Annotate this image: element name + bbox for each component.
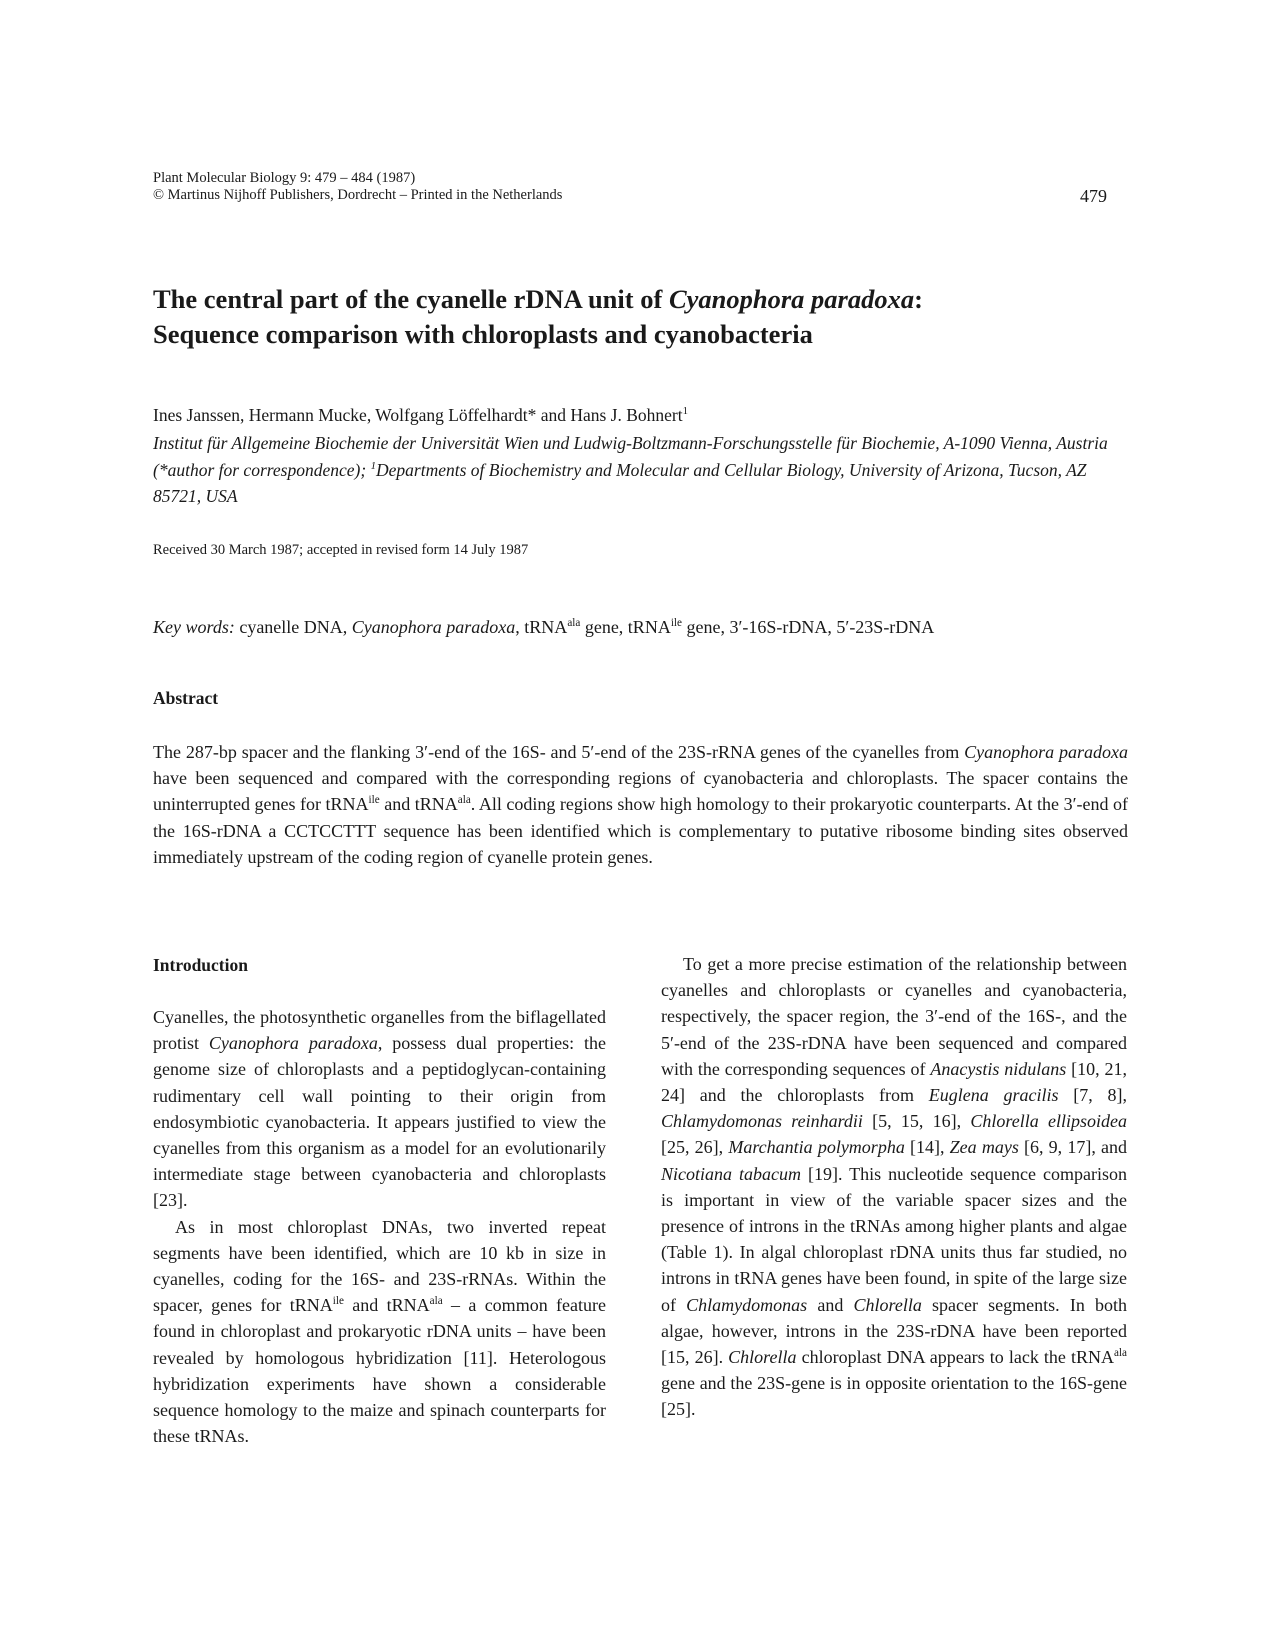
p3-species-10: Chlorella [728,1347,797,1368]
p3-species-3: Chlamydomonas reinhardii [661,1111,863,1132]
p2-sup-ala: ala [429,1295,443,1308]
p3-species-1: Anacystis nidulans [930,1058,1067,1079]
p1-text-b: , possess dual properties: the genome size of chloroplasts and a peptidoglycan-containing rudimentary cell wall pointing to their origin from endosymbiotic cyanobacteria. It appears justified to view the cyanelles from this organism as a model for an evolutionarily intermediate stage between cyanobacteria and chloroplasts [23]. [153,1033,606,1211]
abstract-text-3: and tRNA [379,794,458,815]
journal-line-1: Plant Molecular Biology 9: 479 – 484 (1987) [153,170,416,186]
p3-text-j: spacer segments. In both algae, however, introns in the 23S-rDNA have been reported [15, 26]. [661,1294,1127,1368]
keywords-text-2: , tRNA [515,617,568,637]
affiliation-b: Departments of Biochemistry and Molecular and Cellular Biology, University of Arizona, Tucson, AZ 85721, USA [153,459,1087,506]
p3-text-g: [6, 9, 17], and [1018,1137,1127,1158]
received-dates: Received 30 March 1987; accepted in revised form 14 July 1987 [153,542,529,558]
keywords-text-3: gene, tRNA [580,617,671,637]
p3-species-5: Marchantia polymorpha [728,1137,905,1158]
author-footnote-mark: 1 [682,405,689,418]
intro-paragraph-1 [153,1004,606,1214]
keywords-label: Key words: [153,617,235,637]
p3-species-9: Chlorella [853,1294,922,1315]
right-column [661,951,1127,1423]
abstract-sup-ile: ile [368,794,380,807]
article-title [153,282,1153,352]
p2-text-c: – a common feature found in chloroplast and prokaryotic rDNA units – have been revealed by homologous hybridization [11]. Heterologous hybridization experiments have shown a considerable sequence homology to the maize and spinach counterparts for these tRNAs. [153,1295,606,1447]
p3-species-8: Chlamydomonas [686,1294,808,1315]
p3-text-k: chloroplast DNA appears to lack the tRNA [796,1347,1114,1368]
p3-text-d: [5, 15, 16], [862,1111,971,1132]
affiliation-a: Institut für Allgemeine Biochemie der Universität Wien und Ludwig-Boltzmann-Forschungsstelle für Biochemie, A-1090 Vienna, Austria (*author for correspondence); [153,433,1108,480]
affiliation-footnote-mark: 1 [370,459,376,472]
title-line1-prefix: The central part of the cyanelle rDNA unit of [153,284,669,314]
p3-text-b: [10, 21, 24] and the chloroplasts from [661,1058,1127,1106]
abstract-sup-ala: ala [457,794,471,807]
page-number: 479 [1080,186,1107,206]
keywords-species: Cyanophora paradoxa [351,617,516,637]
title-line2: Sequence comparison with chloroplasts and cyanobacteria [153,319,813,349]
p2-sup-ile: ile [332,1295,344,1308]
p2-text-a: As in most chloroplast DNAs, two inverted repeat segments have been identified, which are 10 kb in size in cyanelles, coding for the 16S- and 23S-rRNAs. Within the spacer, genes for tRNA [153,1216,606,1316]
p3-species-2: Euglena gracilis [928,1085,1059,1106]
p3-text-c: [7, 8], [1058,1085,1127,1106]
abstract-species: Cyanophora paradoxa [964,742,1128,762]
p3-species-7: Nicotiana tabacum [661,1163,801,1184]
p1-text-a: Cyanelles, the photosynthetic organelles from the biflagellated protist [153,1007,606,1054]
p3-species-6: Zea mays [949,1137,1019,1158]
abstract-text-1: The 287-bp spacer and the flanking 3′-end of the 16S- and 5′-end of the 23S-rRNA genes of the cyanelles from [153,742,965,762]
introduction-heading: Introduction [153,955,248,975]
keywords-sup-ala: ala [567,617,581,629]
title-species: Cyanophora paradoxa [668,284,915,314]
journal-line-2: © Martinus Nijhoff Publishers, Dordrecht – Printed in the Netherlands [153,187,563,203]
author-list [153,405,688,426]
abstract-heading: Abstract [153,688,219,708]
p3-sup-ala: ala [1113,1347,1127,1360]
keywords-sup-ile: ile [670,617,682,629]
intro-paragraph-3 [661,951,1127,1423]
p2-text-b: and tRNA [343,1295,430,1316]
abstract-body [153,739,1128,870]
p3-text-e: [25, 26], [661,1137,729,1158]
p1-species: Cyanophora paradoxa [208,1033,378,1054]
p3-species-4: Chlorella ellipsoidea [970,1111,1127,1132]
p3-text-l: gene and the 23S-gene is in opposite orientation to the 16S-gene [25]. [661,1373,1127,1420]
intro-paragraph-2 [153,1214,606,1450]
p3-text-h: [19]. This nucleotide sequence comparison is important in view of the variable spacer sizes and the presence of introns in the tRNAs among higher plants and algae (Table 1). In algal chloroplast rDNA units thus far studied, no introns in tRNA genes have been found, in spite of the large size of [661,1163,1127,1315]
keywords-text-1: cyanelle DNA, [234,617,352,637]
keywords-text-4: gene, 3′-16S-rDNA, 5′-23S-rDNA [681,617,935,637]
journal-citation [153,170,562,204]
keywords [153,617,934,638]
abstract-text-4: . All coding regions show high homology to their prokaryotic counterparts. At the 3′-end of the 16S-rDNA a CCTCCTTT sequence has been identified which is complementary to putative ribosome binding sites observed immediately upstream of the coding region of cyanelle protein genes. [153,794,1129,867]
author-names: Ines Janssen, Hermann Mucke, Wolfgang Löffelhardt* and Hans J. Bohnert [153,405,683,425]
affiliations [153,430,1133,510]
abstract-text-2: have been sequenced and compared with the corresponding regions of cyanobacteria and chloroplasts. The spacer contains the uninterrupted genes for tRNA [153,768,1128,815]
p3-text-f: [14], [904,1137,950,1158]
title-line1-suffix: : [914,284,923,314]
p3-text-a: To get a more precise estimation of the relationship between cyanelles and chloroplasts or cyanelles and cyanobacteria, respectively, the spacer region, the 3′-end of the 16S-, and the 5′-end of the 23S-rDNA have been sequenced and compared with the corresponding sequences of [661,954,1127,1079]
p3-text-i: and [807,1294,854,1315]
left-column [153,1004,606,1449]
